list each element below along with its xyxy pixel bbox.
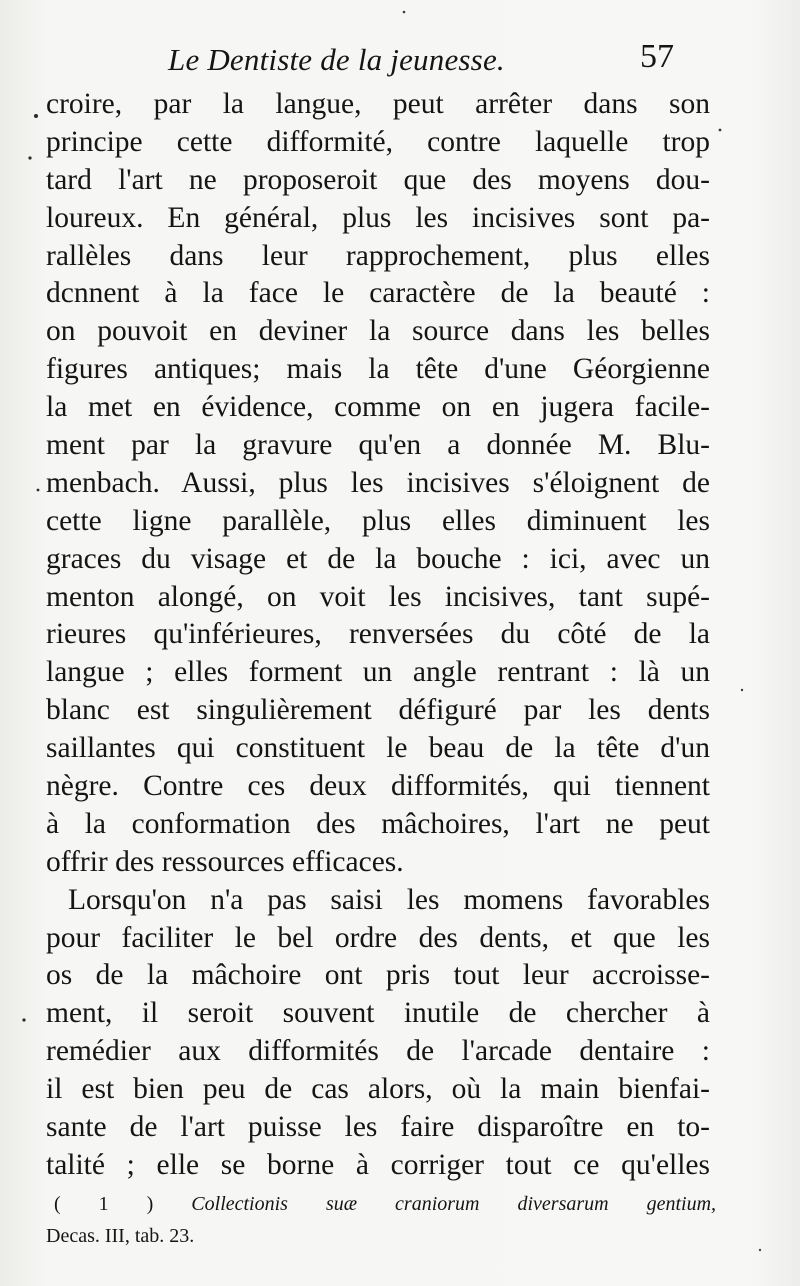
text-line: menbach. Aussi, plus les incisives s'éloignent de	[46, 466, 710, 499]
text-line: on pouvoit en deviner la source dans les belles	[46, 315, 710, 348]
footnote-marker: ( 1 )	[54, 1193, 154, 1215]
running-head: Le Dentiste de la jeunesse.	[168, 42, 505, 77]
text-line: à la conformation des mâchoires, l'art ne peut	[46, 807, 710, 840]
footnote-italic-text: Collectionis suæ craniorum diversarum gentium,	[191, 1193, 717, 1215]
text-line: blanc est singulièrement défiguré par les dents	[46, 694, 710, 727]
text-line: cette ligne parallèle, plus elles diminuent les	[46, 504, 710, 537]
page-number: 57	[640, 38, 674, 75]
body-text	[46, 86, 710, 1185]
text-line: pour faciliter le bel ordre des dents, et que les	[46, 921, 710, 954]
text-line: croire, par la langue, peut arrêter dans son	[46, 88, 710, 120]
text-line: principe cette difformité, contre laquelle trop	[46, 125, 710, 158]
text-line: sante de l'art puisse les faire disparoître en to-	[46, 1111, 710, 1144]
text-line: figures antiques; mais la tête d'une Géorgienne	[46, 353, 710, 386]
text-line: langue ; elles forment un angle rentrant : là un	[46, 656, 710, 689]
text-line: nègre. Contre ces deux difformités, qui tiennent	[46, 770, 710, 803]
page-header	[0, 36, 800, 84]
text-line: dcnnent à la face le caractère de la beauté :	[46, 277, 710, 310]
text-line: ment, il seroit souvent inutile de chercher à	[46, 997, 710, 1030]
text-line-paragraph-start: Lorsqu'on n'a pas saisi les momens favorables	[68, 883, 710, 916]
text-line: graces du visage et de la bouche : ici, avec un	[46, 542, 710, 575]
text-line: tard l'art ne proposeroit que des moyens dou-	[46, 163, 710, 196]
text-line: talité ; elle se borne à corriger tout ce qu'elles	[46, 1148, 710, 1181]
text-line: rallèles dans leur rapprochement, plus elles	[46, 239, 710, 272]
text-line: saillantes qui constituent le beau de la tête d'un	[46, 732, 710, 765]
footnote	[46, 1188, 716, 1252]
text-line: loureux. En général, plus les incisives sont pa-	[46, 201, 710, 234]
text-line-paragraph-end: offrir des ressources efficaces.	[46, 845, 404, 878]
footnote-line-2: Decas. III, tab. 23.	[46, 1225, 195, 1247]
text-line: la met en évidence, comme on en jugera facile-	[46, 391, 710, 424]
text-line: ment par la gravure qu'en a donnée M. Blu-	[46, 429, 710, 462]
text-line: rieures qu'inférieures, renversées du côté de la	[46, 618, 710, 651]
text-line: os de la mâchoire ont pris tout leur accroisse-	[46, 959, 710, 992]
footnote-line-1	[46, 1188, 716, 1220]
text-line: il est bien peu de cas alors, où la main bienfai-	[46, 1073, 710, 1106]
text-line: menton alongé, on voit les incisives, tant supé-	[46, 580, 710, 613]
text-line: remédier aux difformités de l'arcade dentaire :	[46, 1035, 710, 1068]
